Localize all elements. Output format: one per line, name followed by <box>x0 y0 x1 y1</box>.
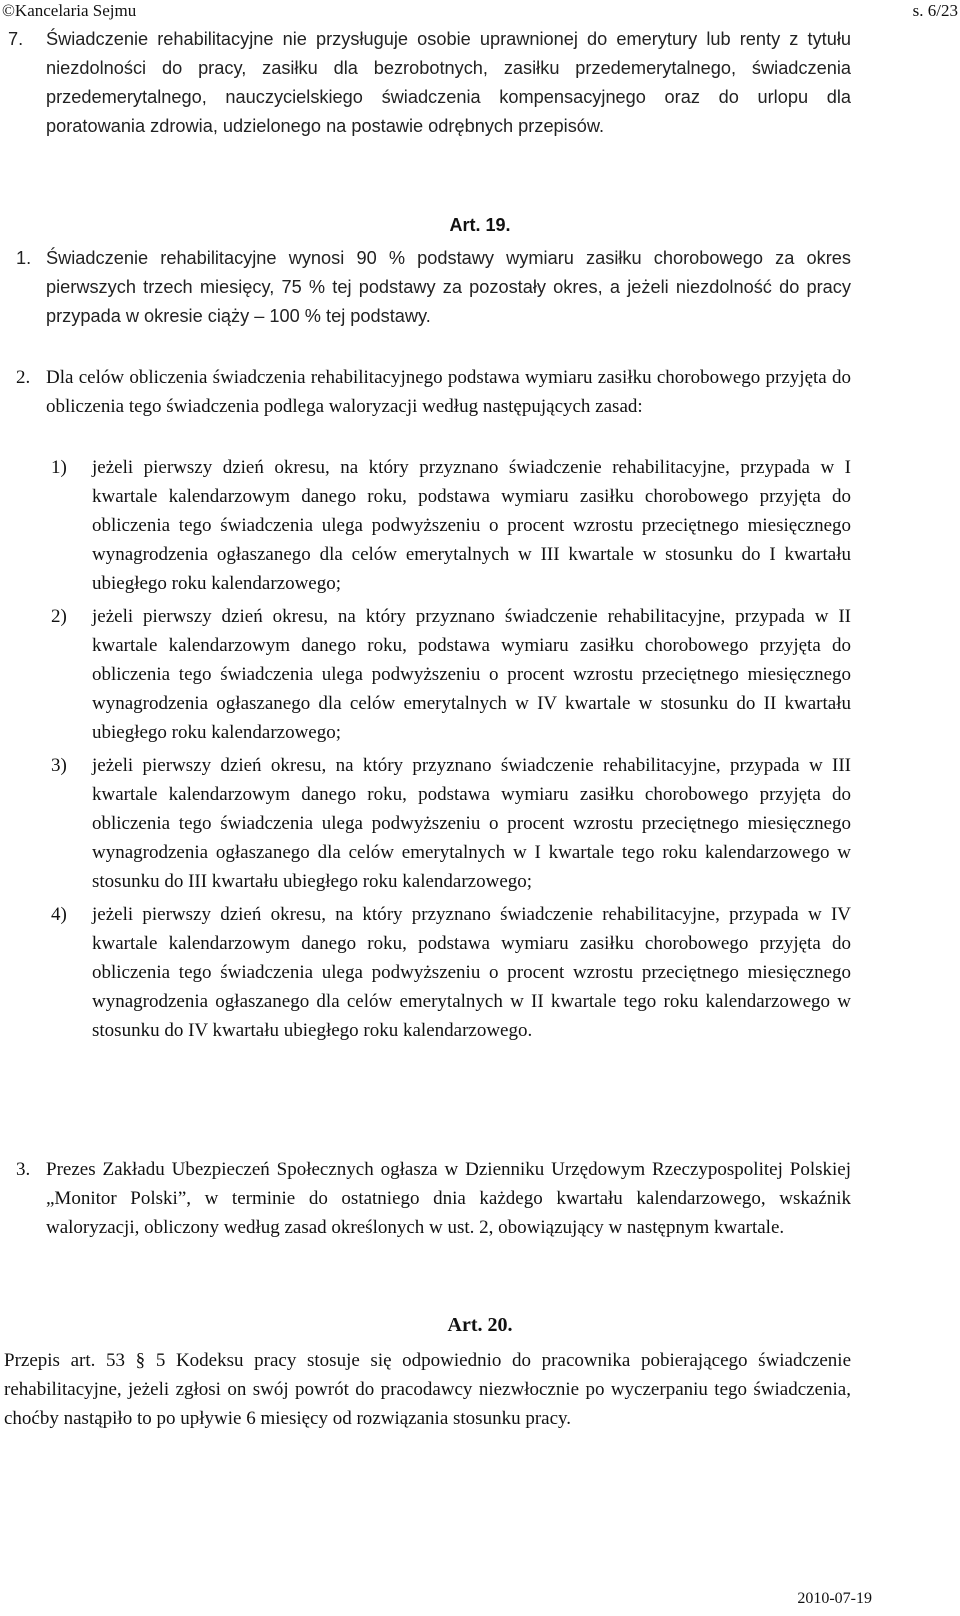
art19-paragraph-3 <box>8 1155 851 1242</box>
list-item <box>46 751 851 896</box>
list-item <box>46 602 851 747</box>
point-number: 1) <box>51 457 67 478</box>
article-19-title: Art. 19. <box>449 215 511 235</box>
point-text: jeżeli pierwszy dzień okresu, na który przyznano świadczenie rehabilitacyjne, przypada w III kwartale kalendarzowym danego roku, podstawa wymiaru zasiłku chorobowego przyjęta do obliczenia tego świadczenia ulega podwyższeniu o procent wzrostu przeciętnego miesięcznego wynagrodzenia ogłaszanego dla celów emerytalnych w I kwartale tego roku kalendarzowego w stosunku do III kwartału ubiegłego roku kalendarzowego; <box>92 755 851 892</box>
article-20-title: Art. 20. <box>447 1314 513 1336</box>
list-item <box>46 900 851 1045</box>
footer-date: 2010-07-19 <box>797 1590 872 1607</box>
paragraph-number: 3. <box>16 1159 31 1180</box>
art19-paragraph-2 <box>8 363 851 421</box>
point-number: 4) <box>51 904 67 925</box>
point-number: 3) <box>51 755 67 776</box>
header-copyright: ©Kancelaria Sejmu <box>2 1 137 20</box>
page-header <box>0 0 960 22</box>
paragraph-number: 7. <box>8 29 24 49</box>
paragraph-number: 2. <box>16 367 31 388</box>
point-text: jeżeli pierwszy dzień okresu, na który przyznano świadczenie rehabilitacyjne, przypada w IV kwartale kalendarzowym danego roku, podstawa wymiaru zasiłku chorobowego przyjęta do obliczenia tego świadczenia ulega podwyższeniu o procent wzrostu przeciętnego miesięcznego wynagrodzenia ogłaszanego dla celów emerytalnych w II kwartale tego roku kalendarzowego w stosunku do IV kwartału ubiegłego roku kalendarzowego. <box>92 904 851 1041</box>
paragraph-text: Prezes Zakładu Ubezpieczeń Społecznych ogłasza w Dzienniku Urzędowym Rzeczypospolitej Polskiej „Monitor Polski”, w terminie do ostatniego dnia każdego kwartału kalendarzowego, wskaźnik waloryzacji, obliczony według zasad określonych w ust. 2, obowiązujący w następnym kwartale. <box>46 1159 851 1238</box>
header-page-number: s. 6/23 <box>912 1 958 20</box>
point-text: jeżeli pierwszy dzień okresu, na który przyznano świadczenie rehabilitacyjne, przypada w I kwartale kalendarzowym danego roku, podstawa wymiaru zasiłku chorobowego przyjęta do obliczenia tego świadczenia ulega podwyższeniu o procent wzrostu przeciętnego miesięcznego wynagrodzenia ogłaszanego dla celów emerytalnych w III kwartale w stosunku do I kwartału ubiegłego roku kalendarzowego; <box>92 457 851 594</box>
paragraph-7 <box>8 25 851 141</box>
art19-paragraph-1 <box>8 244 851 331</box>
paragraph-text: Świadczenie rehabilitacyjne nie przysługuje osobie uprawnionej do emerytury lub renty z tytułu niezdolności do pracy, zasiłku dla bezrobotnych, zasiłku przedemerytalnego, świadczenia przedemerytalnego, nauczycielskiego świadczenia kompensacyjnego oraz do urlopu dla poratowania zdrowia, udzielonego na postawie odrębnych przepisów. <box>46 29 851 136</box>
paragraph-text: Świadczenie rehabilitacyjne wynosi 90 % podstawy wymiaru zasiłku chorobowego za okres pierwszych trzech miesięcy, 75 % tej podstawy za pozostały okres, a jeżeli niezdolność do pracy przypada w okresie ciąży – 100 % tej podstawy. <box>46 248 851 326</box>
art20-paragraph <box>4 1346 851 1433</box>
paragraph-text: Przepis art. 53 § 5 Kodeksu pracy stosuje się odpowiednio do pracownika pobierającego świadczenie rehabilitacyjne, jeżeli zgłosi on swój powrót do pracodawcy niezwłocznie po wyczerpaniu tego świadczenia, choćby nastąpiło to po upływie 6 miesięcy od rozwiązania stosunku pracy. <box>4 1350 851 1429</box>
list-item <box>46 453 851 598</box>
point-text: jeżeli pierwszy dzień okresu, na który przyznano świadczenie rehabilitacyjne, przypada w II kwartale kalendarzowym danego roku, podstawa wymiaru zasiłku chorobowego przyjęta do obliczenia tego świadczenia ulega podwyższeniu o procent wzrostu przeciętnego miesięcznego wynagrodzenia ogłaszanego dla celów emerytalnych w IV kwartale w stosunku do II kwartału ubiegłego roku kalendarzowego; <box>92 606 851 743</box>
paragraph-number: 1. <box>16 248 32 268</box>
paragraph-text: Dla celów obliczenia świadczenia rehabilitacyjnego podstawa wymiaru zasiłku chorobowego przyjęta do obliczenia tego świadczenia podlega waloryzacji według następujących zasad: <box>46 367 851 417</box>
art19-points-list <box>46 453 851 1045</box>
point-number: 2) <box>51 606 67 627</box>
